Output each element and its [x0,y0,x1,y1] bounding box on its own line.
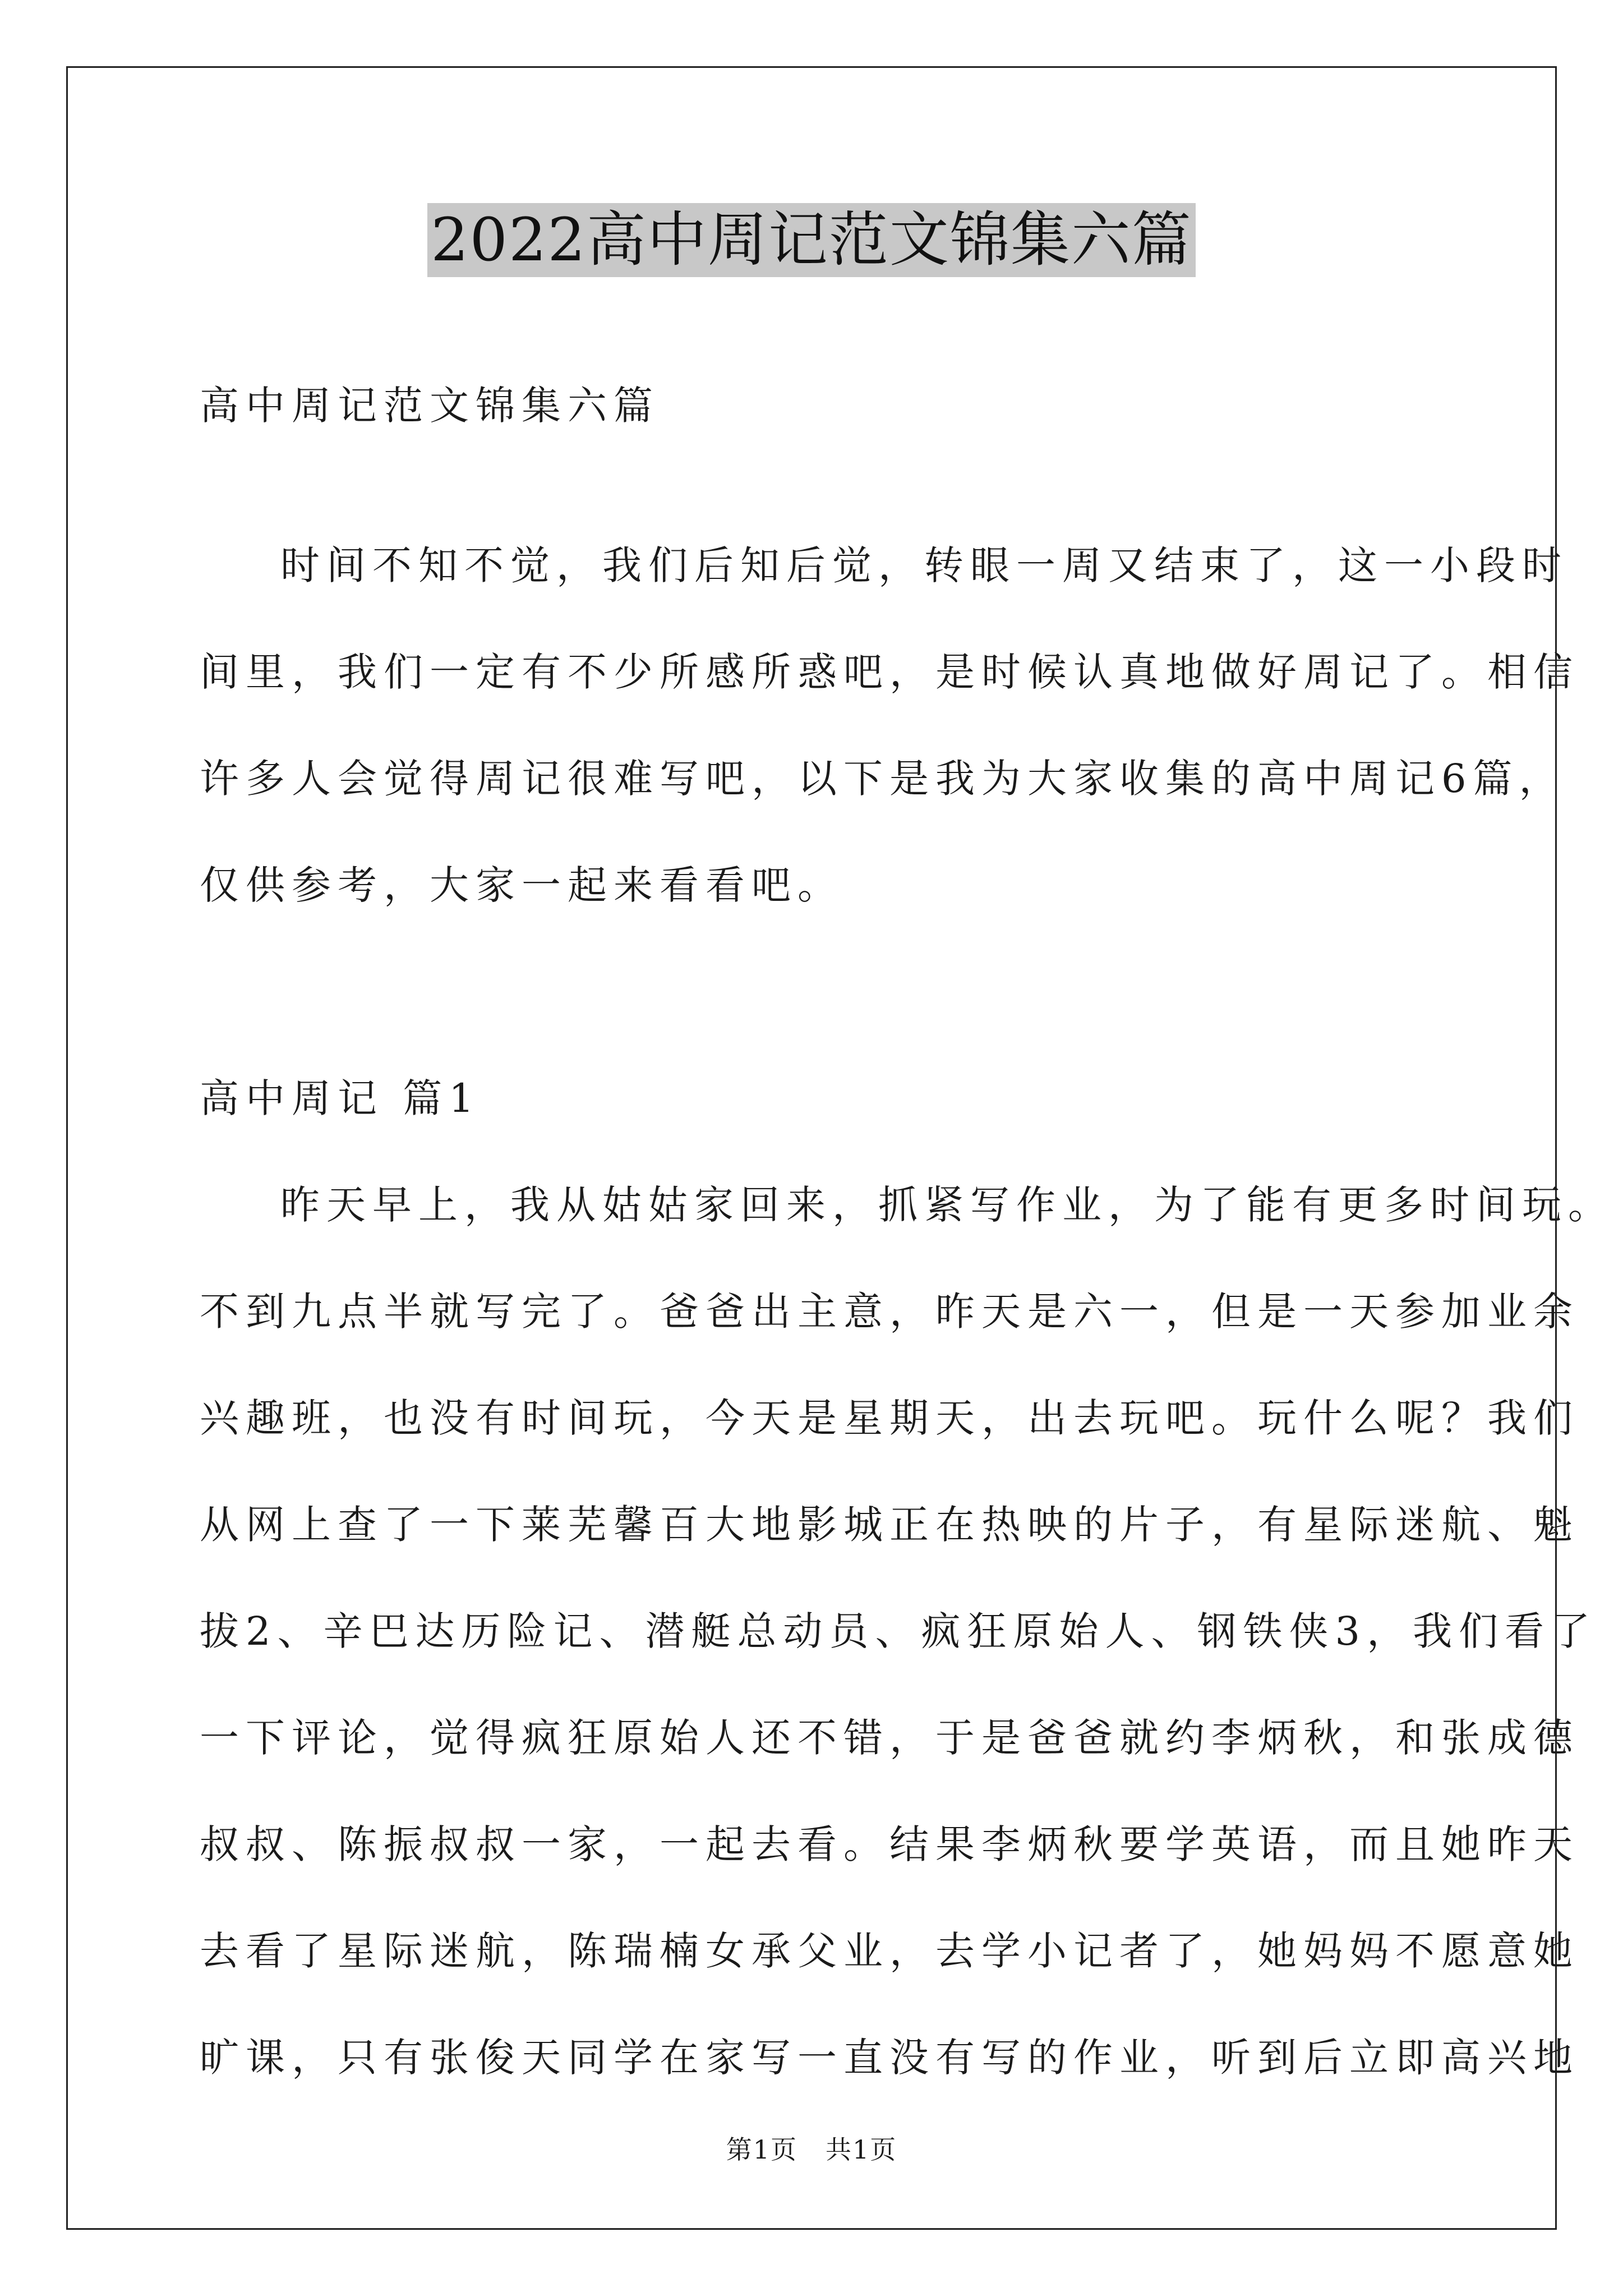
page-number: 第1页 [726,2134,797,2165]
spacer [200,938,1456,992]
paragraph-line: 间里，我们一定有不少所感所惑吧，是时候认真地做好周记了。相信 [200,649,1579,695]
paragraph-line: 叔叔、陈振叔叔一家，一起去看。结果李炳秋要学英语，而且她昨天 [200,1821,1579,1867]
paragraph-line: 兴趣班，也没有时间玩，今天是星期天，出去玩吧。玩什么呢？我们 [200,1395,1579,1441]
paragraph-line: 去看了星际迷航，陈瑞楠女承父业，去学小记者了，她妈妈不愿意她 [200,1928,1579,1974]
paragraph-line: 一下评论，觉得疯狂原始人还不错，于是爸爸就约李炳秋，和张成德 [200,1715,1579,1761]
section-paragraph [200,1152,1614,2111]
page-total: 共1页 [826,2134,897,2165]
intro-paragraph [200,512,1579,938]
paragraph-line: 时间不知不觉，我们后知后觉，转眼一周又结束了，这一小段时 [280,542,1568,588]
spacer [200,459,1456,512]
page-footer [0,2133,1623,2166]
document-title: 2022高中周记范文锦集六篇 [427,203,1196,277]
document-body [200,352,1614,2111]
spacer [200,992,1456,1045]
paragraph-line: 许多人会觉得周记很难写吧，以下是我为大家收集的高中周记6篇， [200,756,1565,802]
paragraph-line: 不到九点半就写完了。爸爸出主意，昨天是六一，但是一天参加业余 [200,1289,1579,1335]
paragraph-line: 拔2、辛巴达历险记、潜艇总动员、疯狂原始人、钢铁侠3，我们看了 [200,1608,1597,1654]
document-subtitle: 高中周记范文锦集六篇 [200,383,660,429]
section-heading: 高中周记 篇1 [200,1075,481,1121]
paragraph-line: 昨天早上，我从姑姑家回来，抓紧写作业，为了能有更多时间玩。 [280,1182,1614,1228]
paragraph-line: 从网上查了一下莱芜馨百大地影城正在热映的片子，有星际迷航、魁 [200,1502,1579,1548]
title-container [0,203,1623,277]
paragraph-line: 仅供参考，大家一起来看看吧。 [200,862,843,908]
paragraph-line: 旷课，只有张俊天同学在家写一直没有写的作业，听到后立即高兴地 [200,2035,1579,2081]
